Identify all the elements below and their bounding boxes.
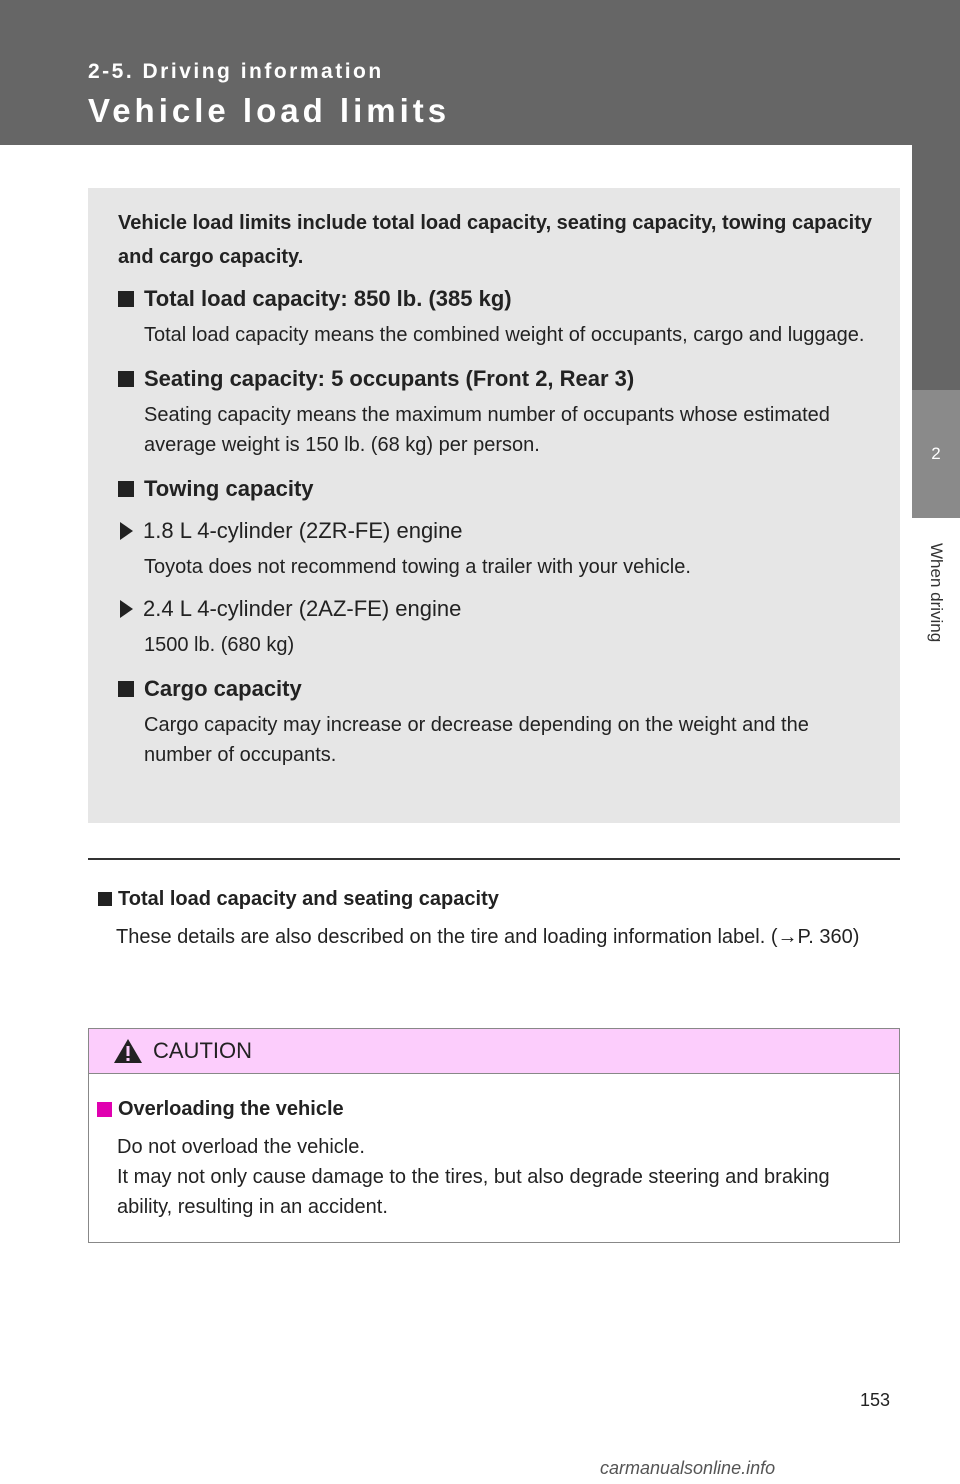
note-heading: Total load capacity and seating capacity xyxy=(98,884,890,914)
square-bullet-icon xyxy=(118,481,134,497)
square-bullet-icon xyxy=(118,371,134,387)
engine-item-1: 1.8 L 4-cylinder (2ZR-FE) engine xyxy=(118,516,872,546)
section-heading-seating: Seating capacity: 5 occupants (Front 2, Rear 3) xyxy=(118,364,872,394)
caution-title: CAUTION xyxy=(153,1038,252,1063)
load-limits-summary-box xyxy=(88,188,900,823)
page-number: 153 xyxy=(860,1390,891,1410)
note-section xyxy=(98,884,890,952)
caution-line-2: It may not only cause damage to the tires, but also degrade steering and braking ability, resulting in an accident. xyxy=(117,1166,830,1218)
chapter-label: When driving xyxy=(927,543,946,643)
section-heading-towing: Towing capacity xyxy=(118,474,872,504)
caution-heading: Overloading the vehicle xyxy=(97,1094,889,1124)
intro-text: Vehicle load limits include total load capacity, seating capacity, towing capacity and cargo capacity. xyxy=(118,212,872,268)
side-tab-top xyxy=(912,145,960,390)
divider xyxy=(88,858,900,860)
engine-item-2: 2.4 L 4-cylinder (2AZ-FE) engine xyxy=(118,594,872,624)
caution-body xyxy=(89,1074,899,1222)
caution-text xyxy=(117,1132,889,1222)
total-load-text: Total load capacity means the combined weight of occupants, cargo and luggage. xyxy=(144,324,865,346)
chapter-number-tab: 2 xyxy=(912,390,960,518)
warning-icon xyxy=(113,1037,143,1065)
square-bullet-icon xyxy=(118,681,134,697)
caution-header xyxy=(89,1029,899,1074)
page-header xyxy=(0,0,960,145)
section-heading-total-load: Total load capacity: 850 lb. (385 kg) xyxy=(118,284,872,314)
note-text: These details are also described on the tire and loading information label. (→P. 360) xyxy=(116,926,860,948)
seating-text: Seating capacity means the maximum number of occupants whose estimated average weight is 150 lb. (68 kg) per person. xyxy=(144,404,830,456)
chapter-label-tab xyxy=(912,518,960,668)
caution-box xyxy=(88,1028,900,1243)
engine-2-text: 1500 lb. (680 kg) xyxy=(144,634,295,656)
triangle-bullet-icon xyxy=(120,522,133,540)
engine-1-text: Toyota does not recommend towing a trailer with your vehicle. xyxy=(144,556,691,578)
triangle-bullet-icon xyxy=(120,600,133,618)
cargo-text: Cargo capacity may increase or decrease depending on the weight and the number of occupants. xyxy=(144,714,809,766)
caution-line-1: Do not overload the vehicle. xyxy=(117,1136,365,1158)
page-title: Vehicle load limits xyxy=(88,92,451,129)
watermark: carmanualsonline.info xyxy=(600,1458,776,1478)
section-label: 2-5. Driving information xyxy=(88,60,384,83)
square-bullet-icon xyxy=(118,291,134,307)
square-bullet-icon xyxy=(98,892,112,906)
section-heading-cargo: Cargo capacity xyxy=(118,674,872,704)
square-bullet-icon xyxy=(97,1102,112,1117)
